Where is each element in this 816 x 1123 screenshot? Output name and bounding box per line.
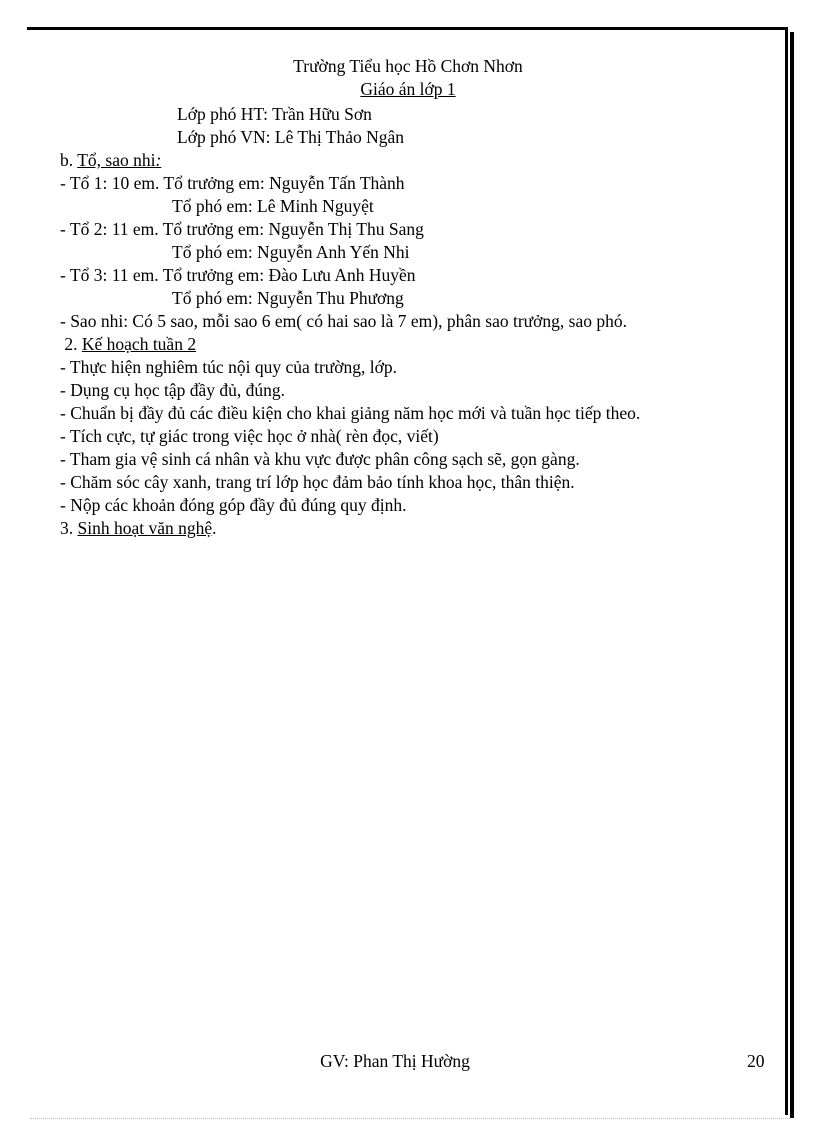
section-3-title: Sinh hoạt văn nghệ bbox=[77, 518, 213, 538]
group-2-leader: - Tổ 2: 11 em. Tổ trưởng em: Nguyễn Thị Thu Sang bbox=[60, 219, 424, 239]
section-b-heading bbox=[60, 149, 161, 171]
section-2-prefix: 2. bbox=[60, 334, 82, 354]
group-1-deputy: Tổ phó em: Lê Minh Nguyệt bbox=[172, 196, 374, 216]
section-3-heading bbox=[60, 517, 217, 539]
section-b-prefix: b. bbox=[60, 150, 78, 170]
section-2-heading bbox=[60, 333, 196, 355]
school-name: Trường Tiểu học Hồ Chơn Nhơn bbox=[293, 56, 523, 76]
stars-note: - Sao nhi: Có 5 sao, mỗi sao 6 em( có hai sao là 7 em), phân sao trưởng, sao phó. bbox=[60, 311, 627, 331]
group-3-deputy: Tổ phó em: Nguyễn Thu Phương bbox=[172, 288, 404, 308]
officer-arts: Lớp phó VN: Lê Thị Thảo Ngân bbox=[177, 127, 405, 147]
footer-teacher: GV: Phan Thị Hường bbox=[320, 1051, 470, 1071]
group-1-leader: - Tổ 1: 10 em. Tổ trưởng em: Nguyễn Tấn Thành bbox=[60, 173, 405, 193]
plan-item: - Chăm sóc cây xanh, trang trí lớp học đảm bảo tính khoa học, thân thiện. bbox=[60, 472, 575, 492]
plan-item: - Dụng cụ học tập đầy đủ, đúng. bbox=[60, 380, 286, 400]
page-bottom-dotted-line bbox=[30, 1118, 790, 1119]
section-b-title: Tổ, sao nhi: bbox=[77, 150, 162, 170]
plan-item: - Tham gia vệ sinh cá nhân và khu vực được phân công sạch sẽ, gọn gàng. bbox=[60, 449, 580, 469]
officer-study: Lớp phó HT: Trần Hữu Sơn bbox=[177, 104, 372, 124]
plan-item: - Chuẩn bị đầy đủ các điều kiện cho khai giảng năm học mới và tuần học tiếp theo. bbox=[60, 403, 641, 423]
plan-item: - Tích cực, tự giác trong việc học ở nhà( rèn đọc, viết) bbox=[60, 426, 439, 446]
subject-title bbox=[0, 78, 816, 100]
group-2-deputy: Tổ phó em: Nguyễn Anh Yến Nhi bbox=[172, 242, 410, 262]
section-3-prefix: 3. bbox=[60, 518, 78, 538]
plan-item: - Nộp các khoản đóng góp đầy đủ đúng quy định. bbox=[60, 495, 407, 515]
section-2-title: Kế hoạch tuần 2 bbox=[81, 334, 197, 354]
subject-title-text: Giáo án lớp 1 bbox=[360, 79, 456, 99]
page-number: 20 bbox=[747, 1051, 765, 1071]
plan-item: - Thực hiện nghiêm túc nội quy của trường, lớp. bbox=[60, 357, 398, 377]
section-3-suffix: . bbox=[212, 518, 217, 538]
group-3-leader: - Tổ 3: 11 em. Tổ trưởng em: Đào Lưu Anh Huyền bbox=[60, 265, 416, 285]
page-shadow bbox=[790, 32, 794, 1118]
